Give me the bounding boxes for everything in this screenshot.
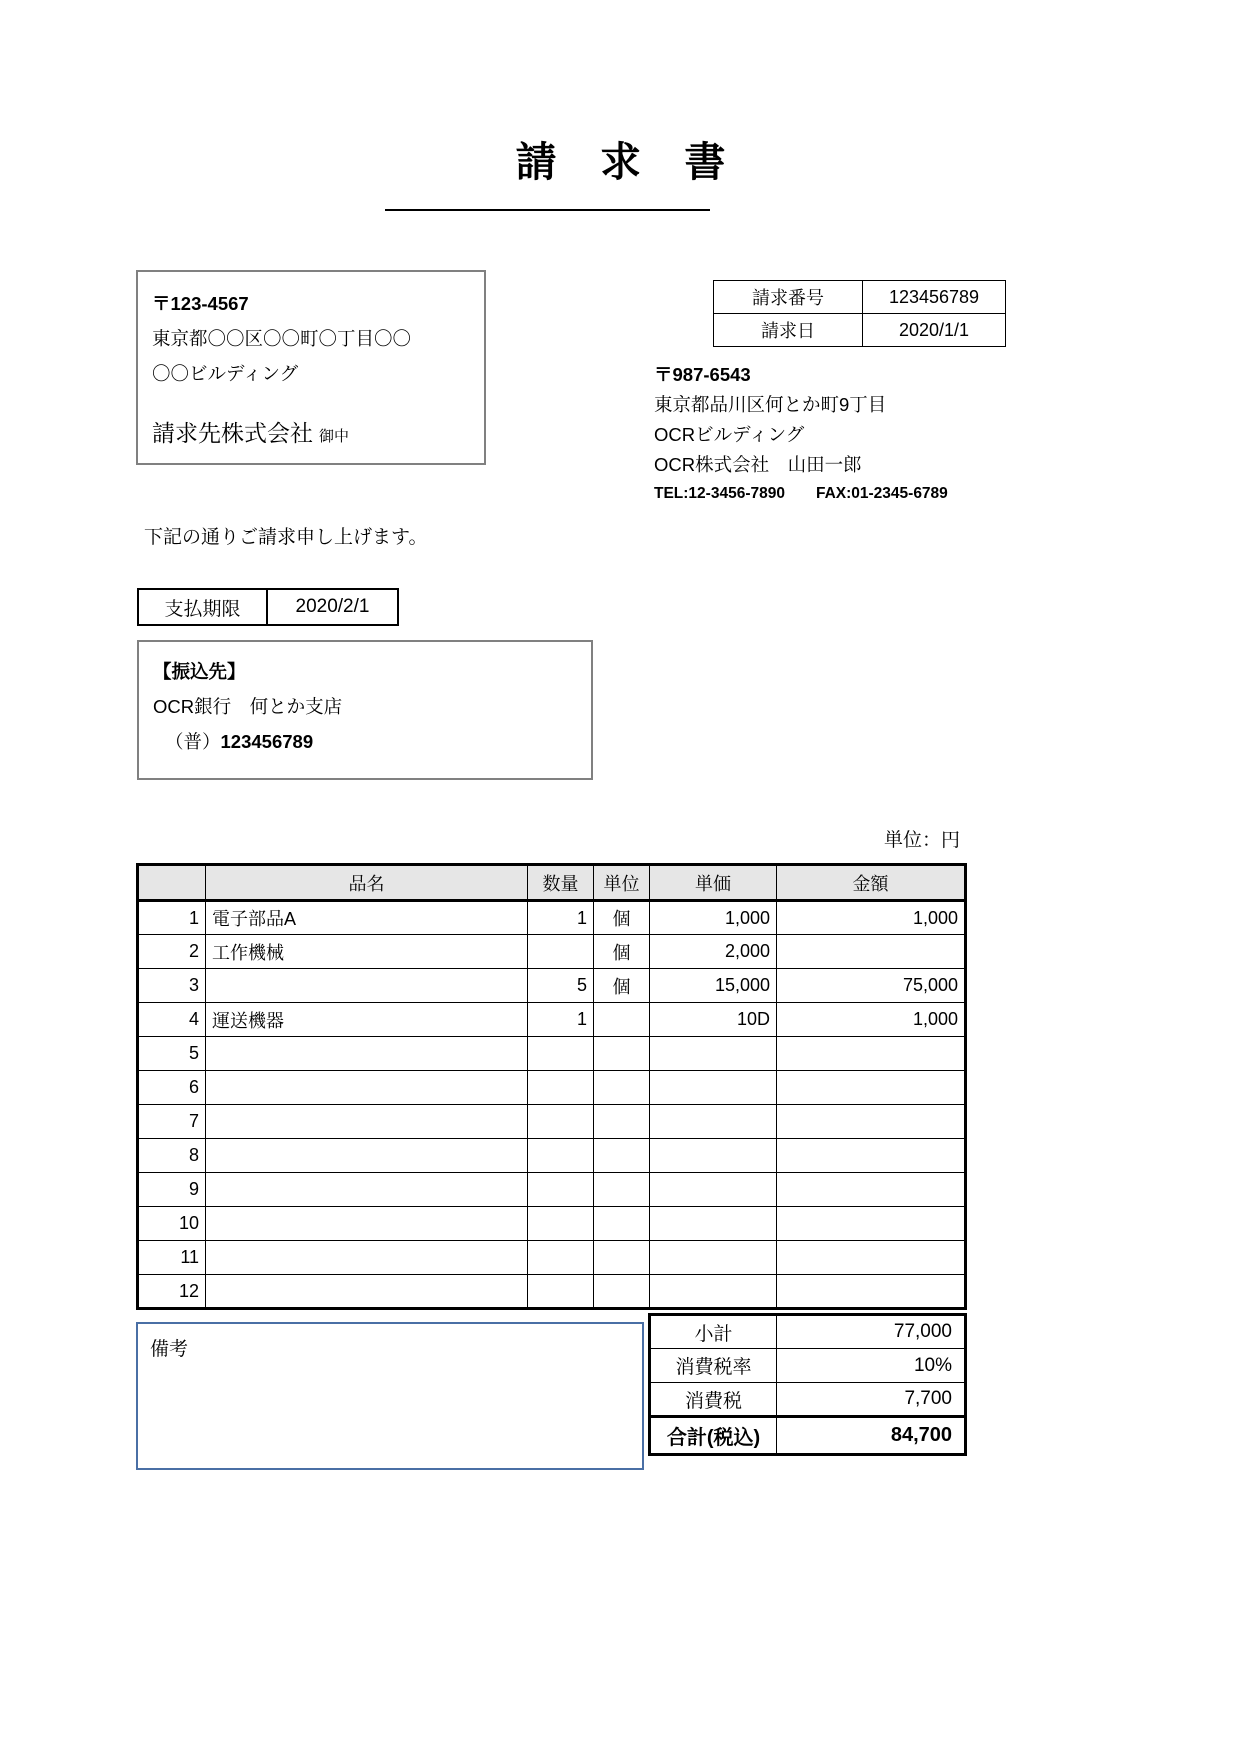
item-amount[interactable]: [777, 1037, 966, 1071]
items-table-body: [138, 901, 966, 1309]
item-amount[interactable]: [777, 1241, 966, 1275]
table-row: [650, 1383, 966, 1417]
payment-due-body: [138, 589, 398, 625]
invoice-number-value: 123456789: [863, 281, 1006, 314]
bank-account-number: 123456789: [220, 731, 314, 752]
table-row: [138, 1207, 966, 1241]
sender-tel-fax: TEL:12-3456-7890 FAX:01-2345-6789: [654, 485, 948, 502]
invoice-meta-body: [714, 281, 1006, 347]
item-no[interactable]: 12: [138, 1275, 206, 1309]
item-name[interactable]: [206, 969, 528, 1003]
sender-address-line1: 東京都品川区何とか町9丁目: [654, 394, 887, 415]
invoice-date-value: 2020/1/1: [863, 314, 1006, 347]
total-label: 消費税: [650, 1383, 777, 1417]
item-qty[interactable]: [528, 1241, 594, 1275]
invoice-meta-table: [713, 280, 1006, 347]
sender-company-person: OCR株式会社 山田一郎: [654, 454, 862, 475]
item-price[interactable]: 2,000: [650, 935, 777, 969]
bill-to-honorific: 御中: [319, 428, 350, 445]
table-row: [138, 1105, 966, 1139]
bill-to-zip: 〒123-4567: [152, 293, 249, 314]
item-amount[interactable]: [777, 1207, 966, 1241]
grand-total-value: 84,700: [777, 1417, 966, 1455]
payment-due-label: 支払期限: [138, 589, 267, 625]
item-no[interactable]: 10: [138, 1207, 206, 1241]
item-unit[interactable]: [594, 1207, 650, 1241]
item-qty[interactable]: [528, 1139, 594, 1173]
grand-total-row: [650, 1417, 966, 1455]
page-title-wrap: [0, 138, 1241, 187]
bank-account-type: （普）: [165, 731, 221, 752]
item-qty[interactable]: [528, 1105, 594, 1139]
bank-box-title: 【振込先】: [153, 661, 246, 682]
item-price[interactable]: 15,000: [650, 969, 777, 1003]
items-table-head: [138, 865, 966, 901]
item-price[interactable]: [650, 1275, 777, 1309]
bill-to-company-name: 請求先株式会社: [152, 420, 313, 446]
table-row: [138, 1071, 966, 1105]
bill-to-box: [136, 270, 486, 465]
item-qty[interactable]: [528, 1071, 594, 1105]
item-no[interactable]: 7: [138, 1105, 206, 1139]
table-row: [138, 1003, 966, 1037]
table-row: [138, 901, 966, 935]
item-unit[interactable]: 個: [594, 935, 650, 969]
items-header-unit: 単位: [594, 865, 650, 901]
table-row: [138, 589, 398, 625]
item-price[interactable]: 10D: [650, 1003, 777, 1037]
item-no[interactable]: 2: [138, 935, 206, 969]
item-price[interactable]: [650, 1139, 777, 1173]
item-amount[interactable]: [777, 1173, 966, 1207]
item-qty[interactable]: [528, 1275, 594, 1309]
items-table: [136, 863, 967, 1310]
bank-branch: OCR銀行 何とか支店: [153, 696, 343, 717]
table-row: [650, 1315, 966, 1349]
remarks-box[interactable]: [136, 1322, 644, 1470]
item-no[interactable]: 9: [138, 1173, 206, 1207]
total-value: 7,700: [777, 1383, 966, 1417]
item-amount[interactable]: 1,000: [777, 1003, 966, 1037]
sender-block: [654, 360, 1074, 508]
item-unit[interactable]: [594, 1071, 650, 1105]
items-header-row: [138, 865, 966, 901]
item-amount[interactable]: [777, 1139, 966, 1173]
item-unit[interactable]: [594, 1003, 650, 1037]
title-underline-rule: [385, 209, 710, 211]
item-unit[interactable]: 個: [594, 969, 650, 1003]
item-amount[interactable]: [777, 1105, 966, 1139]
item-name[interactable]: 電子部品A: [206, 901, 528, 935]
item-amount[interactable]: [777, 935, 966, 969]
total-label: 小計: [650, 1315, 777, 1349]
item-unit[interactable]: [594, 1139, 650, 1173]
total-label: 消費税率: [650, 1349, 777, 1383]
total-value: 10%: [777, 1349, 966, 1383]
page-title: 請 求 書: [515, 139, 742, 185]
payment-due-value: 2020/2/1: [267, 589, 398, 625]
sender-zip: 〒987-6543: [654, 364, 751, 385]
item-no[interactable]: 8: [138, 1139, 206, 1173]
remarks-label: 備考: [150, 1339, 189, 1360]
item-qty[interactable]: 1: [528, 901, 594, 935]
item-name[interactable]: [206, 1241, 528, 1275]
table-row: [650, 1349, 966, 1383]
item-name[interactable]: [206, 1275, 528, 1309]
items-header-no: [138, 865, 206, 901]
item-no[interactable]: 6: [138, 1071, 206, 1105]
table-row: [138, 1139, 966, 1173]
table-row: [138, 1173, 966, 1207]
table-row: [138, 969, 966, 1003]
item-unit[interactable]: [594, 1037, 650, 1071]
item-unit[interactable]: [594, 1241, 650, 1275]
item-name[interactable]: [206, 1139, 528, 1173]
item-amount[interactable]: 1,000: [777, 901, 966, 935]
invoice-date-label: 請求日: [714, 314, 863, 347]
item-price[interactable]: 1,000: [650, 901, 777, 935]
totals-table-body: [650, 1315, 966, 1455]
item-price[interactable]: [650, 1105, 777, 1139]
item-amount[interactable]: 75,000: [777, 969, 966, 1003]
item-no[interactable]: 3: [138, 969, 206, 1003]
items-header-amount: 金額: [777, 865, 966, 901]
bill-to-address-line2: 〇〇ビルディング: [152, 363, 299, 384]
table-row: [138, 1275, 966, 1309]
item-no[interactable]: 1: [138, 901, 206, 935]
items-header-qty: 数量: [528, 865, 594, 901]
unit-note: 単位：円: [884, 830, 961, 851]
totals-table: [648, 1313, 967, 1456]
item-name[interactable]: [206, 1071, 528, 1105]
item-no[interactable]: 4: [138, 1003, 206, 1037]
items-header-name: 品名: [206, 865, 528, 901]
item-name[interactable]: 工作機械: [206, 935, 528, 969]
bank-transfer-box: [137, 640, 593, 780]
item-qty[interactable]: 5: [528, 969, 594, 1003]
table-row: [714, 314, 1006, 347]
item-unit[interactable]: [594, 1173, 650, 1207]
item-amount[interactable]: [777, 1071, 966, 1105]
invoice-number-label: 請求番号: [714, 281, 863, 314]
item-unit[interactable]: 個: [594, 901, 650, 935]
item-name[interactable]: [206, 1037, 528, 1071]
item-name[interactable]: 運送機器: [206, 1003, 528, 1037]
item-price[interactable]: [650, 1037, 777, 1071]
bill-to-company: [152, 415, 484, 448]
item-price[interactable]: [650, 1071, 777, 1105]
item-qty[interactable]: [528, 1173, 594, 1207]
item-unit[interactable]: [594, 1105, 650, 1139]
intro-sentence: 下記の通りご請求申し上げます。: [144, 527, 428, 548]
item-qty[interactable]: [528, 1207, 594, 1241]
table-row: [138, 1241, 966, 1275]
total-value: 77,000: [777, 1315, 966, 1349]
item-no[interactable]: 5: [138, 1037, 206, 1071]
item-qty[interactable]: [528, 1037, 594, 1071]
item-unit[interactable]: [594, 1275, 650, 1309]
sender-address-line2: OCRビルディング: [654, 424, 805, 445]
table-row: [138, 935, 966, 969]
item-price[interactable]: [650, 1241, 777, 1275]
payment-due-table: [137, 588, 399, 626]
item-price[interactable]: [650, 1207, 777, 1241]
bill-to-address-line1: 東京都〇〇区〇〇町〇丁目〇〇: [152, 328, 412, 349]
item-name[interactable]: [206, 1173, 528, 1207]
item-price[interactable]: [650, 1173, 777, 1207]
item-amount[interactable]: [777, 1275, 966, 1309]
item-qty[interactable]: 1: [528, 1003, 594, 1037]
table-row: [138, 1037, 966, 1071]
bank-account: [153, 724, 591, 759]
item-name[interactable]: [206, 1207, 528, 1241]
items-header-price: 単価: [650, 865, 777, 901]
table-row: [714, 281, 1006, 314]
item-no[interactable]: 11: [138, 1241, 206, 1275]
item-name[interactable]: [206, 1105, 528, 1139]
grand-total-label: 合計(税込): [650, 1417, 777, 1455]
item-qty[interactable]: [528, 935, 594, 969]
